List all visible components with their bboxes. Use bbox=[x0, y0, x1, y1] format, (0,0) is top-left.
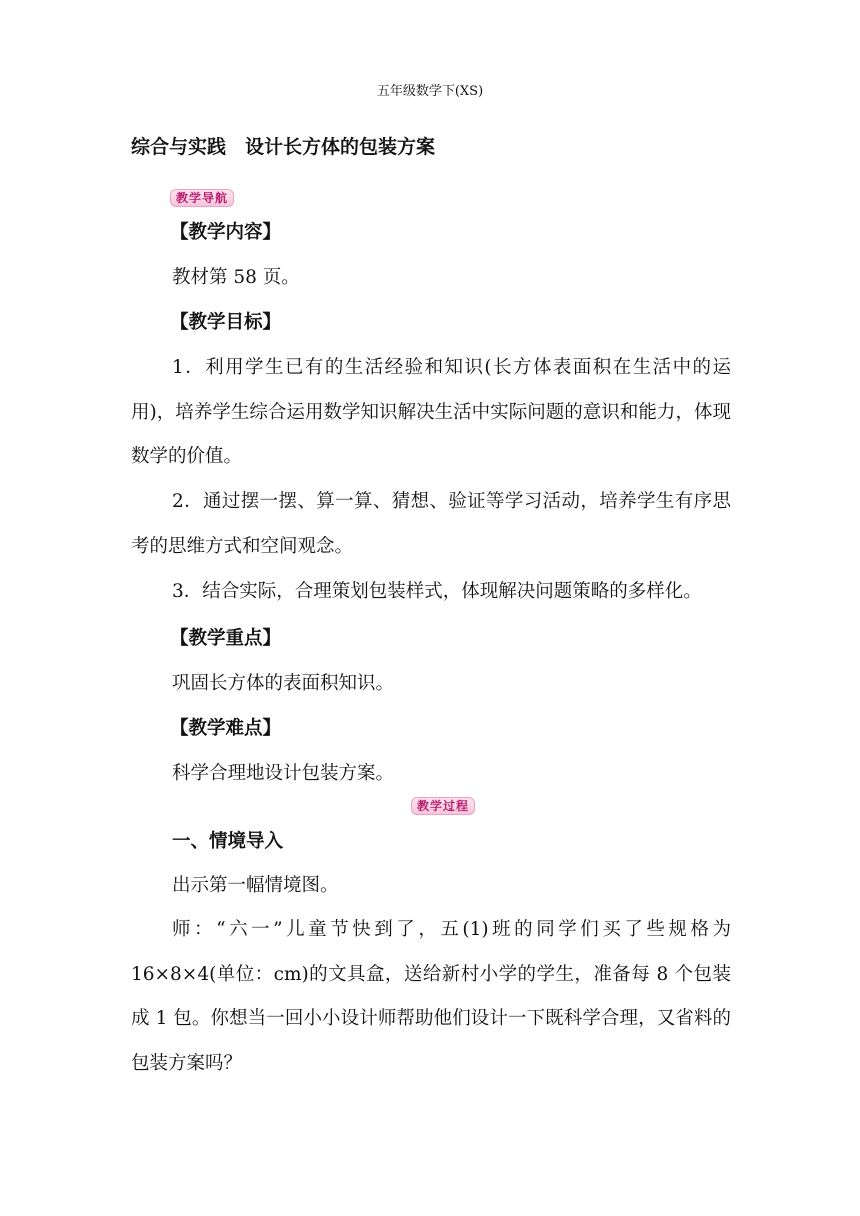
teaching-process-badge: 教学过程 bbox=[411, 797, 475, 815]
part-one-heading: 一、情境导入 bbox=[172, 831, 284, 852]
difficult-point-text: 科学合理地设计包装方案。 bbox=[172, 763, 395, 784]
difficult-point-heading: 【教学难点】 bbox=[170, 718, 282, 739]
page-header: 五年级数学下(XS) bbox=[376, 84, 484, 99]
content-text: 教材第 58 页。 bbox=[172, 267, 300, 288]
teaching-guide-badge: 教学导航 bbox=[170, 189, 234, 207]
key-point-heading: 【教学重点】 bbox=[170, 628, 282, 649]
content-heading: 【教学内容】 bbox=[170, 222, 282, 243]
lesson-title: 综合与实践 设计长方体的包装方案 bbox=[131, 136, 436, 158]
part-one-text: 出示第一幅情境图。 bbox=[172, 875, 339, 896]
goal-3: 3．结合实际，合理策划包装样式，体现解决问题策略的多样化。 bbox=[172, 581, 702, 602]
goal-2: 2．通过摆一摆、算一算、猜想、验证等学习活动，培养学生有序思考的思维方式和空间观念。 bbox=[131, 491, 731, 557]
goal-1: 1．利用学生已有的生活经验和知识(长方体表面积在生活中的运用)，培养学生综合运用数学知识解决生活中实际问题的意识和能力，体现数学的价值。 bbox=[131, 357, 731, 468]
key-point-text: 巩固长方体的表面积知识。 bbox=[172, 673, 395, 694]
goals-heading: 【教学目标】 bbox=[170, 312, 282, 333]
teacher-dialogue: 师：“六一”儿童节快到了，五(1)班的同学们买了些规格为 16×8×4(单位：cm)的文具盒，送给新村小学的学生，准备每 8 个包装成 1 包。你想当一回小小设计师帮助他们设计一下既科学合理，又省料的包装方案吗？ bbox=[131, 919, 731, 1074]
